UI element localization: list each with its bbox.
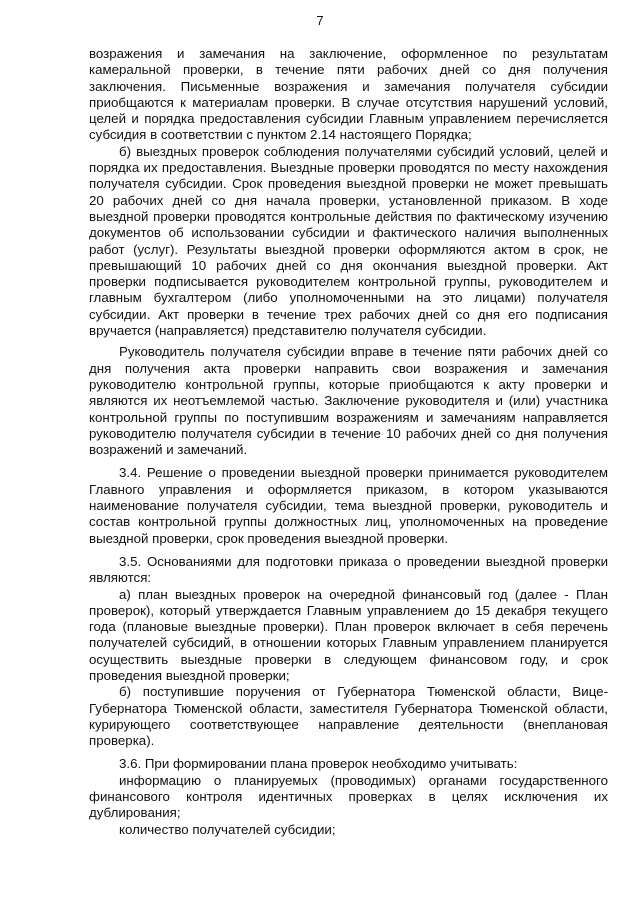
paragraph: информацию о планируемых (проводимых) органами государственного финансового контроля идентичных проверках в целях исключения их дублирования; [89,772,608,821]
paragraph: возражения и замечания на заключение, оформленное по результатам камеральной проверки, в течение пяти рабочих дней со дня получения заключения. Письменные возражения и замечания получателя субсидии приобщаются к материалам проверки. В случае отсутствия нарушений условий, целей и порядка предоставления субсидии Главным управлением перечисляется субсидия в соответствии с пунктом 2.14 настоящего Порядка; [89,46,608,143]
page-number: 7 [316,13,324,28]
paragraph: б) поступившие поручения от Губернатора Тюменской области, Вице-Губернатора Тюменской области, заместителя Губернатора Тюменской области, курирующего соответствующее направление деятельности (внеплановая проверка). [89,684,608,749]
paragraph: а) план выездных проверок на очередной финансовый год (далее - План проверок), который утверждается Главным управлением до 15 декабря текущего года (плановые выездные проверки). План проверок включает в себя перечень получателей субсидий, в отношении которых Главным управлением планируется осуществить выездные проверки в следующем финансовом году, и срок проведения выездной проверки; [89,586,608,683]
paragraph: Руководитель получателя субсидии вправе в течение пяти рабочих дней со дня получения акта проверки направить свои возражения и замечания руководителю контрольной группы, которые приобщаются к акту проверки и являются их неотъемлемой частью. Заключение руководителя и (или) участника контрольной группы по поступившим возражениям и замечаниям направляется руководителю получателя субсидии в течение 10 рабочих дней со дня получения возражений и замечаний. [89,344,608,458]
paragraph: количество получателей субсидии; [119,821,336,837]
document-body [89,46,608,838]
paragraph: 3.4. Решение о проведении выездной проверки принимается руководителем Главного управления и оформляется приказом, в котором указываются наименование получателя субсидии, тема выездной проверки, руководитель и состав контрольной группы должностных лиц, уполномоченных на проведение выездной проверки, срок проведения выездной проверки. [89,465,608,546]
paragraph: 3.6. При формировании плана проверок необходимо учитывать: [119,756,518,772]
paragraph: 3.5. Основаниями для подготовки приказа о проведении выездной проверки являются: [89,553,608,586]
paragraph: б) выездных проверок соблюдения получателями субсидий условий, целей и порядка их предоставления. Выездные проверки проводятся по месту нахождения получателя субсидии. Срок проведения выездной проверки не может превышать 20 рабочих дней со дня начала проверки, установленной приказом. В ходе выездной проверки проводятся контрольные действия по фактическому изучению документов об использовании субсидии и фактического наличия выполненных работ (услуг). Результаты выездной проверки оформляются актом в срок, не превышающий 10 рабочих дней со дня окончания выездной проверки. Акт проверки подписывается руководителем контрольной группы, руководителем и главным бухгалтером (либо уполномоченными на это лицами) получателя субсидии. Акт проверки в течение трех рабочих дней со дня его подписания вручается (направляется) представителю получателя субсидии. [89,143,608,339]
